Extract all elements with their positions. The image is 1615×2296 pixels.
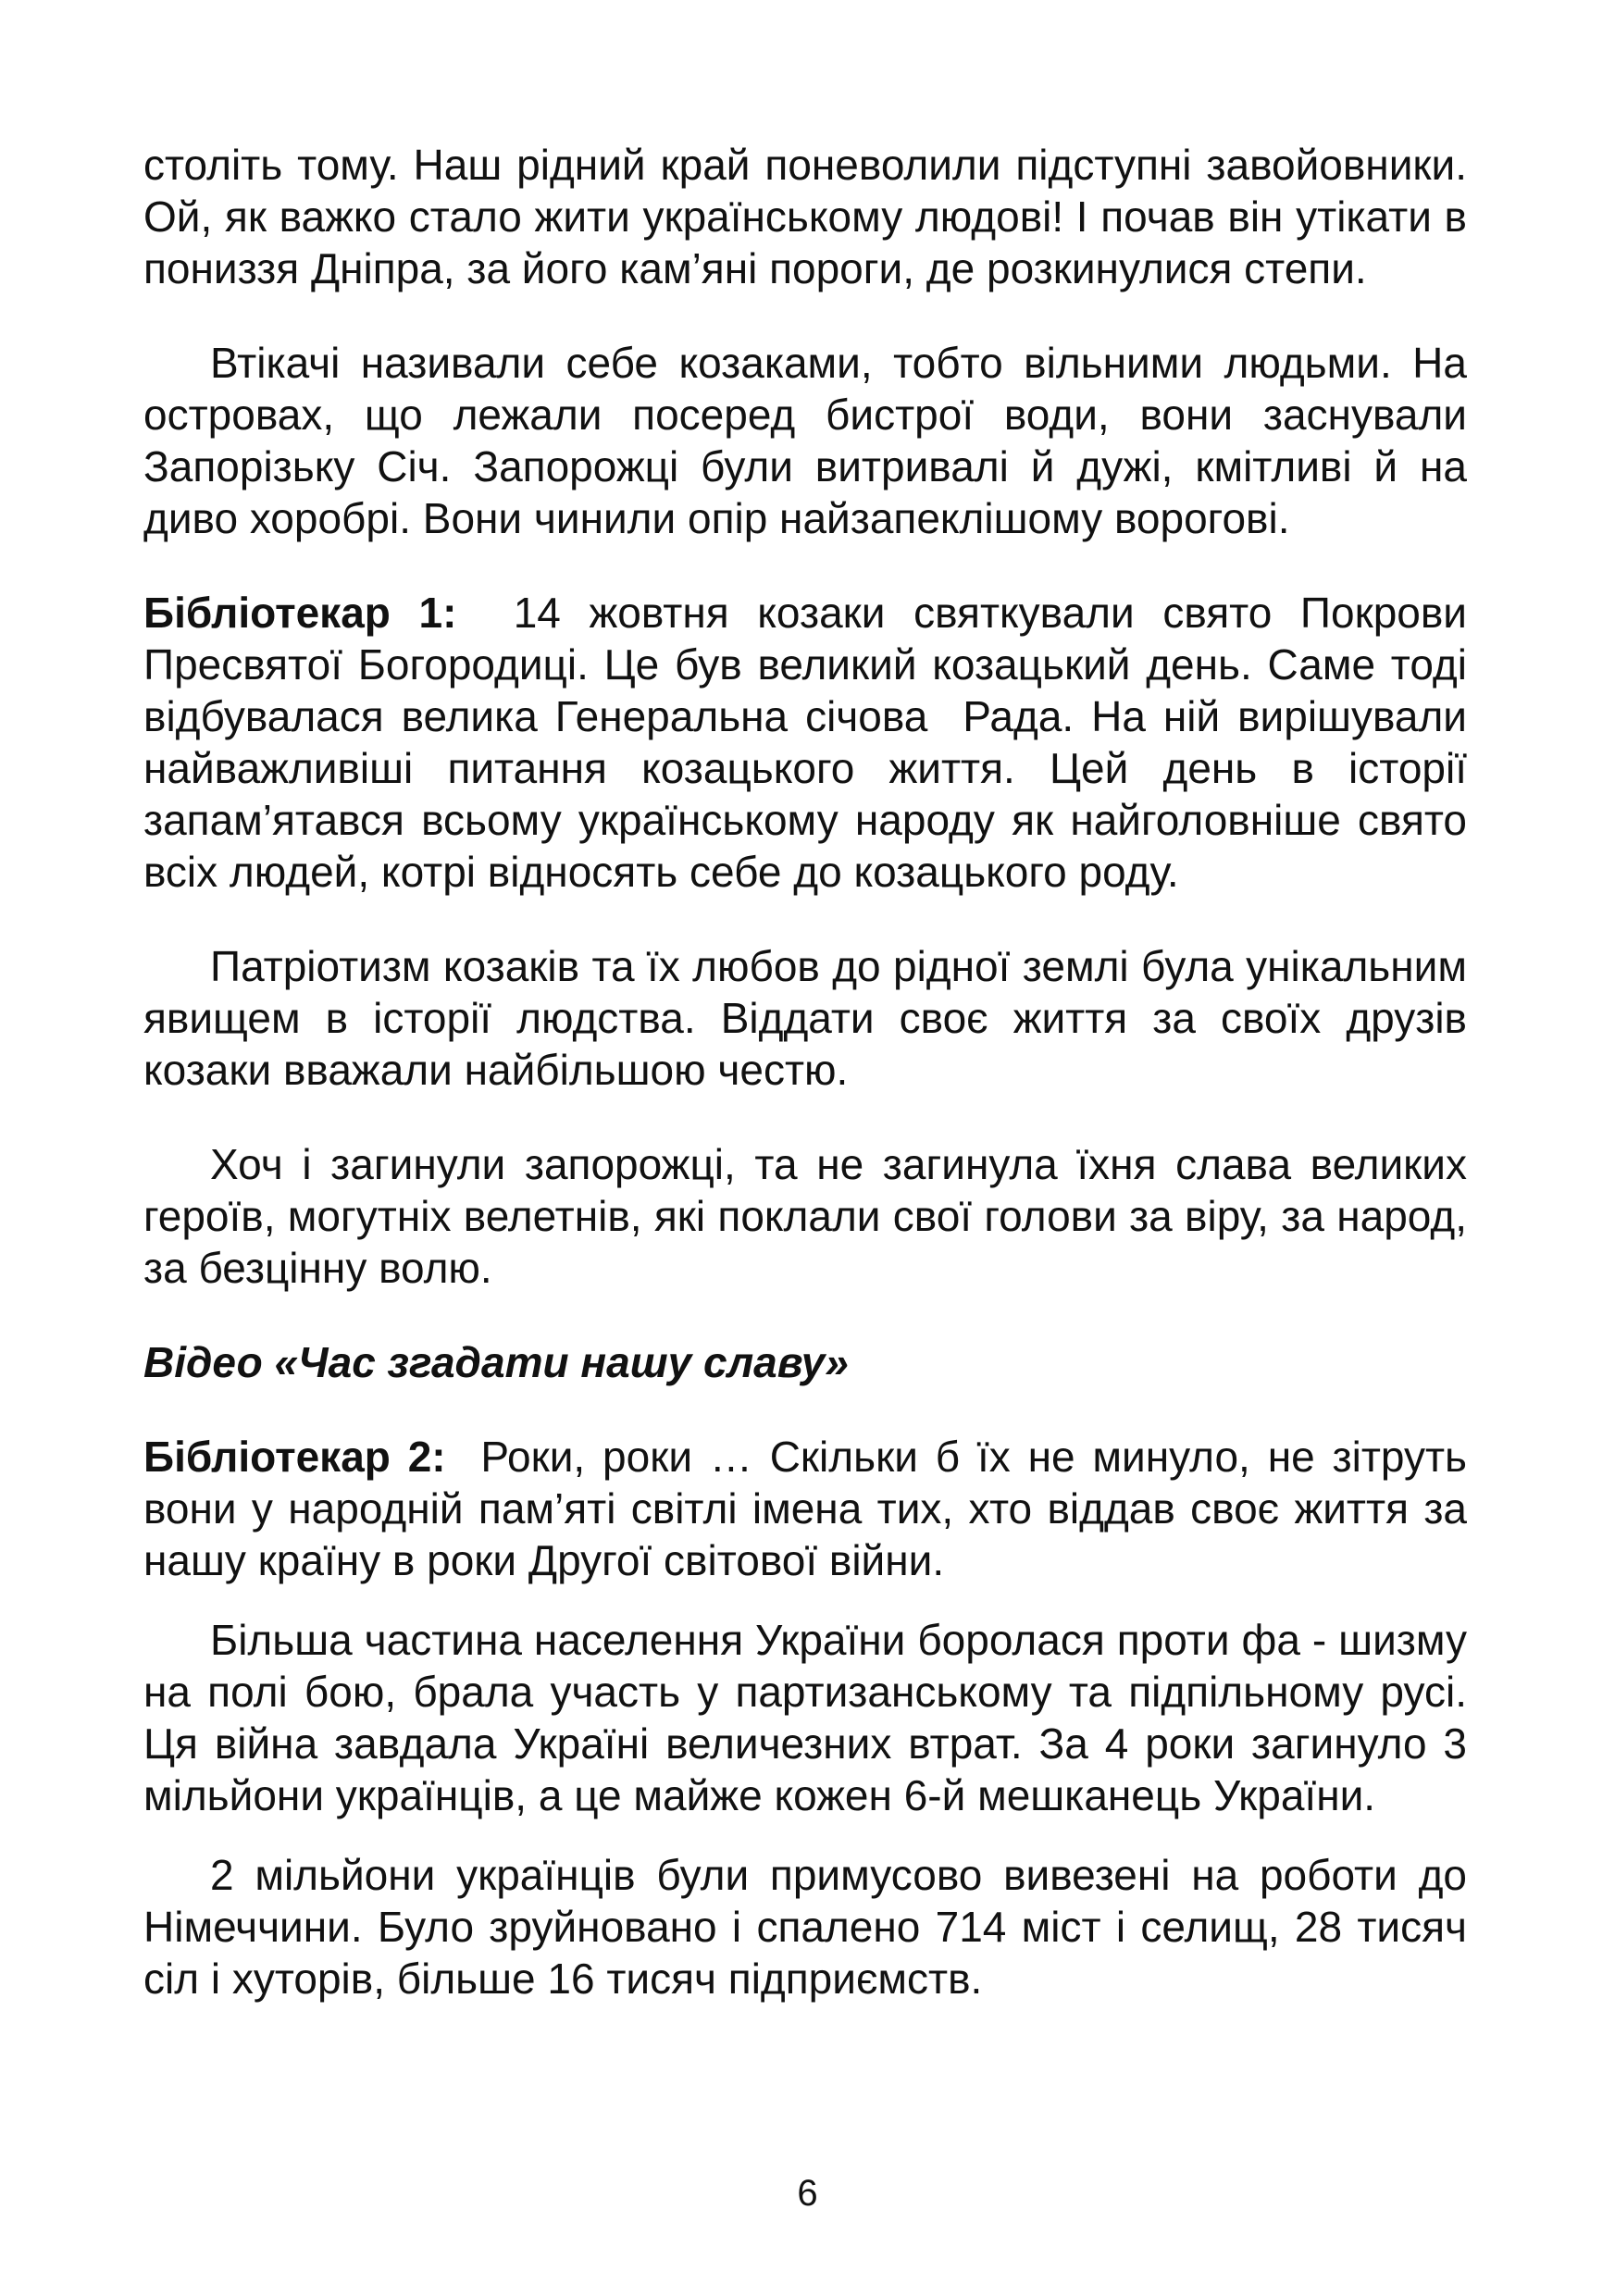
video-heading: Відео «Час згадати нашу славу»: [143, 1338, 849, 1386]
page-number: 6: [797, 2173, 818, 2214]
speech-text: 14 жовтня козаки святкували свято Покрови Пресвятої Богородиці. Це був великий козацький день. Саме тоді відбувалася велика Генеральна січова Рада. На ній вирішували найважливіші питання козацького життя. Цей день в історії запам’ятався всьому українському народу як найголовніше свято всіх людей, котрі відносять себе до козацького роду.: [143, 589, 1479, 896]
paragraph-deportation: [143, 1849, 1467, 2004]
paragraph-text: Більша частина населення України боролася проти фа - шизму на полі бою, брала участь у партизанському та підпільному русі. Ця війна завдала Україні величезних втрат. За 4 роки загинуло 3 мільйони українців, а це майже кожен 6-й мешканець України.: [143, 1616, 1467, 1819]
speaker-label: Бібліотекар 2:: [143, 1433, 446, 1481]
paragraph-continuation: [143, 139, 1467, 294]
paragraph-text: Патріотизм козаків та їх любов до рідної землі була унікальним явищем в історії людства. Віддати своє життя за своїх друзів козаки вважали найбільшою честю.: [143, 942, 1467, 1094]
paragraph-text: 2 мільйони українців були примусово вивезені на роботи до Німеччини. Було зруйновано і спалено 714 міст і селищ, 28 тисяч сіл і хуторів, більше 16 тисяч підприємств.: [143, 1851, 1467, 2003]
librarian-1-speech: [143, 587, 1479, 898]
paragraph-war-losses: [143, 1614, 1467, 1821]
paragraph-glory: [143, 1138, 1467, 1294]
paragraph-text: Хоч і загинули запорожці, та не загинула їхня слава великих героїв, могутніх велетнів, які поклали свої голови за віру, за народ, за безцінну волю.: [143, 1140, 1467, 1292]
paragraph-text: століть тому. Наш рідний край поневолили підступні завойовники. Ой, як важко стало жити українському людові! І почав він утікати в пониззя Дніпра, за його кам’яні пороги, де розкинулися степи.: [143, 141, 1467, 292]
paragraph-cossacks: [143, 337, 1467, 544]
speaker-label: Бібліотекар 1:: [143, 589, 457, 637]
librarian-2-speech: [143, 1431, 1479, 1586]
document-page: [143, 139, 1479, 2004]
paragraph-text: Втікачі називали себе козаками, тобто вільними людьми. На островах, що лежали посеред бистрої води, вони заснували Запорізьку Січ. Запорожці були витривалі й дужі, кмітливі й на диво хоробрі. Вони чинили опір найзапеклішому ворогові.: [143, 339, 1467, 542]
speech-text: Роки, роки … Скільки б їх не минуло, не зітруть вони у народній пам’яті світлі імена тих, хто віддав своє життя за нашу країну в роки Другої світової війни.: [143, 1433, 1479, 1584]
paragraph-patriotism: [143, 940, 1467, 1096]
